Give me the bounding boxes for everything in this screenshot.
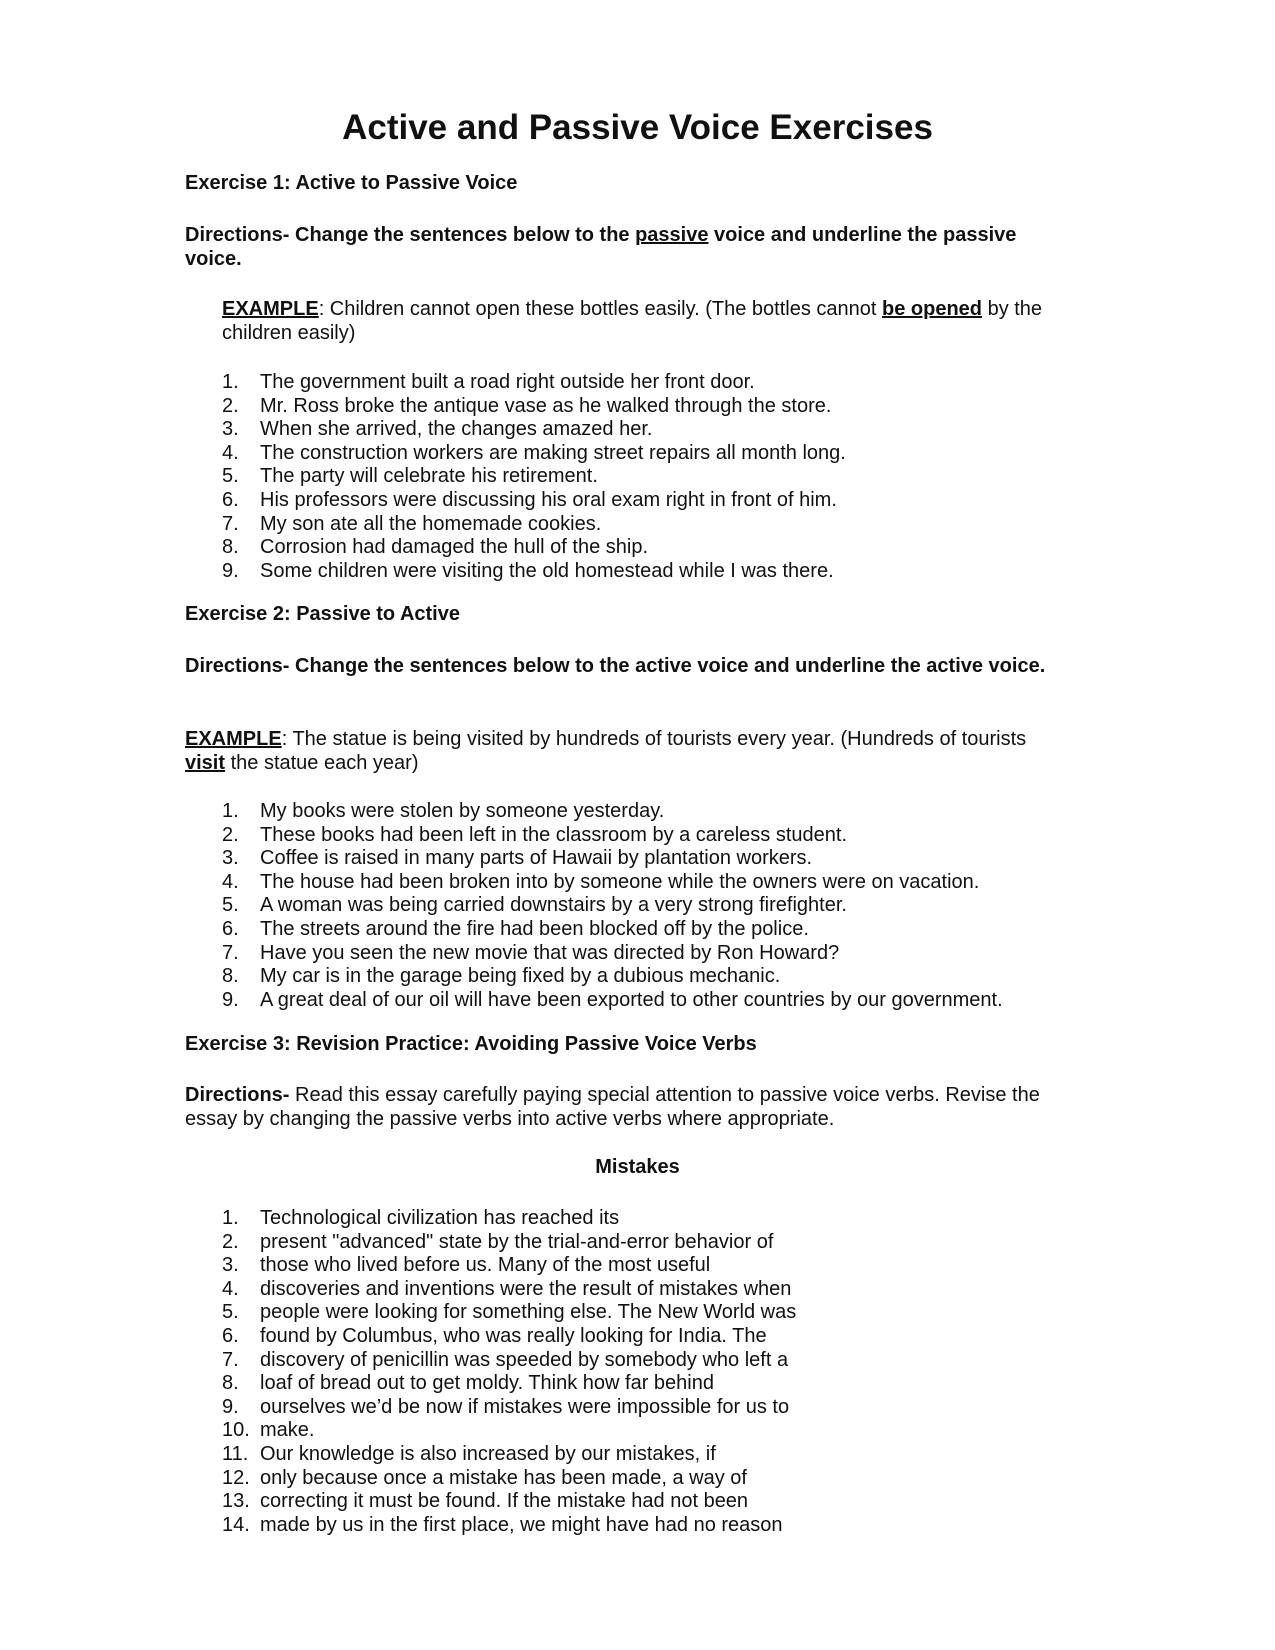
essay-line-number: 5. <box>222 1301 239 1324</box>
list-item-number: 8. <box>222 965 239 988</box>
exercise1-example <box>222 297 1065 345</box>
list-item-number: 3. <box>222 418 239 441</box>
essay-line-text: found by Columbus, who was really looking for India. The <box>260 1324 767 1347</box>
list-item-number: 9. <box>222 988 239 1011</box>
list-item-number: 4. <box>222 870 239 893</box>
essay-line-number: 8. <box>222 1372 239 1395</box>
exercise1-example-text1: : Children cannot open these bottles easily. (The bottles cannot <box>318 298 882 320</box>
exercise1-list <box>222 371 846 583</box>
list-item-text: His professors were discussing his oral exam right in front of him. <box>260 488 837 511</box>
list-item-number: 1. <box>222 371 239 393</box>
essay-line-text: Technological civilization has reached its <box>260 1207 620 1229</box>
essay-line-number: 4. <box>222 1277 239 1300</box>
essay-lines <box>222 1207 796 1537</box>
essay-line <box>222 1325 796 1349</box>
essay-line <box>222 1372 796 1396</box>
exercise3-directions-text: Read this essay carefully paying special attention to passive voice verbs. Revise the essay by changing the passive verbs into active verbs where appropriate. <box>185 1084 1040 1130</box>
essay-line-number: 13. <box>222 1490 250 1513</box>
list-item-text: Mr. Ross broke the antique vase as he walked through the store. <box>260 394 832 417</box>
list-item <box>222 513 846 537</box>
list-item <box>222 371 846 395</box>
list-item <box>222 560 846 584</box>
list-item <box>222 489 846 513</box>
essay-line-number: 1. <box>222 1207 239 1229</box>
essay-line <box>222 1301 796 1325</box>
essay-line <box>222 1396 796 1420</box>
list-item-text: Have you seen the new movie that was directed by Ron Howard? <box>260 941 840 964</box>
list-item-text: Corrosion had damaged the hull of the ship. <box>260 536 649 559</box>
exercise2-directions-text: Change the sentences below to the active voice and underline the active voice. <box>289 655 1046 677</box>
list-item-text: The house had been broken into by someone while the owners were on vacation. <box>260 870 980 893</box>
list-item <box>222 871 1003 895</box>
list-item-number: 3. <box>222 847 239 870</box>
essay-line-text: correcting it must be found. If the mistake had not been <box>260 1490 749 1513</box>
exercise3-directions <box>185 1083 1065 1131</box>
exercise2-example <box>185 727 1065 775</box>
list-item-text: A woman was being carried downstairs by a very strong firefighter. <box>260 894 847 917</box>
essay-line <box>222 1514 796 1538</box>
list-item-text: Coffee is raised in many parts of Hawaii by plantation workers. <box>260 847 813 870</box>
list-item <box>222 536 846 560</box>
essay-line <box>222 1231 796 1255</box>
essay-line-text: discoveries and inventions were the result of mistakes when <box>260 1277 792 1300</box>
list-item-number: 2. <box>222 823 239 846</box>
list-item <box>222 965 1003 989</box>
exercise1-directions-text1: Change the sentences below to the <box>289 224 636 246</box>
exercise1-directions-label: Directions- <box>185 224 290 246</box>
essay-line-number: 2. <box>222 1230 239 1253</box>
essay-line-number: 6. <box>222 1324 239 1347</box>
list-item-text: The streets around the fire had been blocked off by the police. <box>260 917 809 940</box>
exercise2-example-text1: : The statue is being visited by hundreds of tourists every year. (Hundreds of tourists <box>281 728 1027 750</box>
essay-line-number: 12. <box>222 1466 250 1489</box>
list-item <box>222 395 846 419</box>
exercise3-heading: Exercise 3: Revision Practice: Avoiding Passive Voice Verbs <box>185 1033 757 1055</box>
exercise2-directions <box>185 654 1065 678</box>
list-item-number: 5. <box>222 465 239 488</box>
list-item-text: The construction workers are making street repairs all month long. <box>260 441 846 464</box>
list-item-number: 6. <box>222 917 239 940</box>
essay-line <box>222 1278 796 1302</box>
list-item-number: 1. <box>222 800 239 822</box>
essay-line-text: make. <box>260 1419 315 1442</box>
essay-line-text: those who lived before us. Many of the most useful <box>260 1254 711 1277</box>
page-title: Active and Passive Voice Exercises <box>342 108 933 147</box>
exercise1-heading: Exercise 1: Active to Passive Voice <box>185 172 518 194</box>
list-item-text: My car is in the garage being fixed by a dubious mechanic. <box>260 965 781 988</box>
exercise1-example-text2: by the children easily) <box>222 298 1043 344</box>
list-item <box>222 847 1003 871</box>
list-item-text: The government built a road right outside her front door. <box>260 371 755 393</box>
list-item-number: 4. <box>222 441 239 464</box>
list-item-number: 2. <box>222 394 239 417</box>
list-item <box>222 442 846 466</box>
list-item <box>222 942 1003 966</box>
list-item-number: 9. <box>222 559 239 582</box>
essay-line-text: present "advanced" state by the trial-and-error behavior of <box>260 1230 774 1253</box>
list-item-text: My son ate all the homemade cookies. <box>260 512 602 535</box>
exercise1-example-label: EXAMPLE <box>222 298 319 320</box>
list-item-number: 8. <box>222 536 239 559</box>
essay-line-text: loaf of bread out to get moldy. Think how far behind <box>260 1372 714 1395</box>
essay-line-number: 11. <box>222 1442 249 1465</box>
exercise3-directions-label: Directions- <box>185 1084 290 1106</box>
exercise1-directions <box>185 223 1065 271</box>
essay-line-number: 14. <box>222 1513 250 1536</box>
list-item <box>222 894 1003 918</box>
essay-line-text: Our knowledge is also increased by our mistakes, if <box>260 1442 716 1465</box>
list-item <box>222 465 846 489</box>
essay-line <box>222 1443 796 1467</box>
exercise2-directions-label: Directions- <box>185 655 290 677</box>
exercise2-example-text2: the statue each year) <box>225 752 419 774</box>
essay-line-text: people were looking for something else. The New World was <box>260 1301 797 1324</box>
essay-title: Mistakes <box>595 1156 680 1178</box>
list-item-number: 5. <box>222 894 239 917</box>
exercise1-directions-underlined: passive <box>635 224 709 246</box>
exercise1-example-underlined: be opened <box>882 298 983 320</box>
essay-line-number: 3. <box>222 1254 239 1277</box>
list-item-text: When she arrived, the changes amazed her. <box>260 418 653 441</box>
list-item-number: 7. <box>222 941 239 964</box>
exercise2-example-underlined: visit <box>185 752 226 774</box>
essay-line-text: discovery of penicillin was speeded by somebody who left a <box>260 1348 789 1371</box>
list-item-text: A great deal of our oil will have been exported to other countries by our government. <box>260 988 1003 1011</box>
essay-line-text: ourselves we’d be now if mistakes were impossible for us to <box>260 1395 790 1418</box>
essay-line <box>222 1467 796 1491</box>
essay-line <box>222 1419 796 1443</box>
list-item-number: 7. <box>222 512 239 535</box>
exercise2-list <box>222 800 1003 1012</box>
essay-line-number: 9. <box>222 1395 239 1418</box>
essay-line-number: 7. <box>222 1348 239 1371</box>
exercise2-example-label: EXAMPLE <box>185 728 282 750</box>
essay-line <box>222 1254 796 1278</box>
list-item-text: Some children were visiting the old homestead while I was there. <box>260 559 834 582</box>
list-item <box>222 989 1003 1013</box>
exercise1-directions-text2: voice and underline the passive voice. <box>185 224 1017 270</box>
list-item-text: My books were stolen by someone yesterday. <box>260 800 665 822</box>
exercise2-heading: Exercise 2: Passive to Active <box>185 603 460 625</box>
essay-line <box>222 1490 796 1514</box>
essay-line-text: only because once a mistake has been made, a way of <box>260 1466 747 1489</box>
list-item <box>222 918 1003 942</box>
list-item <box>222 418 846 442</box>
list-item-text: The party will celebrate his retirement. <box>260 465 598 488</box>
list-item-number: 6. <box>222 488 239 511</box>
list-item <box>222 824 1003 848</box>
list-item <box>222 800 1003 824</box>
essay-line-number: 10. <box>222 1419 250 1442</box>
essay-line <box>222 1349 796 1373</box>
list-item-text: These books had been left in the classroom by a careless student. <box>260 823 848 846</box>
essay-line-text: made by us in the first place, we might have had no reason <box>260 1513 783 1536</box>
essay-line <box>222 1207 796 1231</box>
